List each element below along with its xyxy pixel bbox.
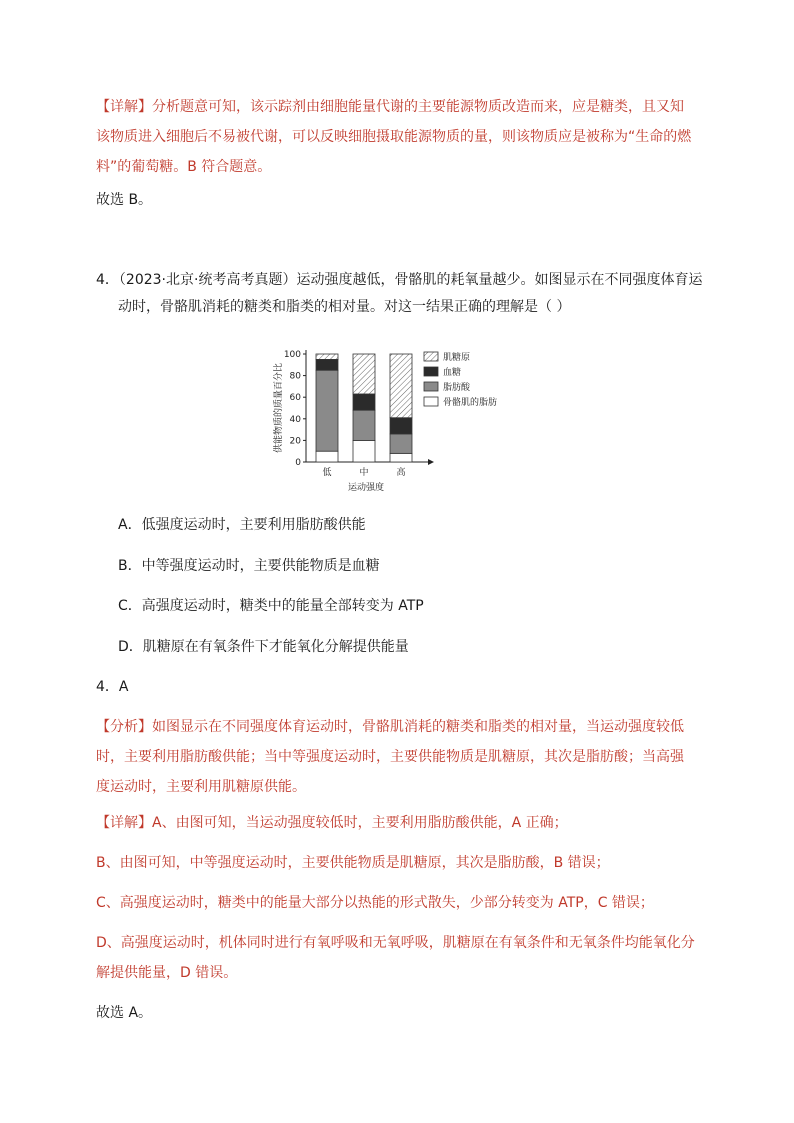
legend-label: 血糖: [443, 368, 462, 378]
detail-tag: 【详解】: [96, 99, 152, 115]
option-d: D．肌糖原在有氧条件下才能氧化分解提供能量: [118, 639, 409, 655]
choose-a: 故选 A。: [96, 1005, 153, 1021]
detail-paragraph: [96, 92, 696, 182]
bar-segment: [390, 354, 412, 418]
bar-segment: [316, 451, 338, 462]
detail-line-d: D、高强度运动时，机体同时进行有氧呼吸和无氧呼吸，肌糖原在有氧条件和无氧条件均能氧化分解提供能量，D 错误。: [96, 935, 695, 981]
detail-a-text: A、由图可知，当运动强度较低时，主要利用脂肪酸供能，A 正确；: [152, 815, 568, 831]
analysis-tag: 【分析】: [96, 719, 152, 735]
detail-tag-2: 【详解】: [96, 815, 152, 831]
bar-segment: [316, 370, 338, 451]
x-axis-label: 运动强度: [347, 483, 385, 493]
x-tick-label: 高: [396, 468, 406, 478]
bar-segment: [353, 394, 375, 410]
y-tick-label: 40: [289, 414, 301, 425]
y-tick-label: 80: [289, 371, 301, 382]
bar-segment: [390, 453, 412, 462]
detail-text: 分析题意可知，该示踪剂由细胞能量代谢的主要能源物质改造而来，应是糖类，且又知该物质进入细胞后不易被代谢，可以反映细胞摄取能源物质的量，则该物质应是被称为“生命的燃料”的葡萄糖。B 符合题意。: [96, 99, 692, 175]
x-axis-arrow: [428, 459, 434, 465]
bar-segment: [390, 418, 412, 434]
bar-segment: [316, 359, 338, 370]
question-stem-1: 运动强度越低，骨骼肌的耗氧量越少。如图显示在不同强度体育运: [296, 272, 703, 288]
question-stem-2: 动时，骨骼肌消耗的糖类和脂类的相对量。对这一结果正确的理解是（ ）: [118, 299, 571, 315]
energy-source-chart: [268, 342, 528, 494]
question-number: 4．: [96, 272, 119, 288]
option-b: B．中等强度运动时，主要供能物质是血糖: [118, 558, 380, 574]
bar-segment: [353, 410, 375, 440]
answer-4: 4．A: [96, 679, 129, 695]
legend-label: 肌糖原: [443, 353, 471, 363]
option-a: A．低强度运动时，主要利用脂肪酸供能: [118, 517, 366, 533]
question-source: （2023·北京·统考高考真题）: [118, 272, 297, 288]
y-tick-label: 20: [289, 436, 301, 447]
y-axis-label: 供能物质的质量百分比: [274, 362, 284, 454]
legend-label: 骨骼肌的脂肪: [443, 398, 498, 408]
choose-b: 故选 B。: [96, 192, 153, 208]
analysis-text: 如图显示在不同强度体育运动时，骨骼肌消耗的糖类和脂类的相对量，当运动强度较低时，主要利用脂肪酸供能；当中等强度运动时，主要供能物质是肌糖原，其次是脂肪酸；当高强度运动时，主要利用肌糖原供能。: [96, 719, 684, 795]
option-c: C．高强度运动时，糖类中的能量全部转变为 ATP: [118, 598, 424, 614]
y-tick-label: 60: [289, 393, 301, 404]
detail-line-b: B、由图可知，中等强度运动时，主要供能物质是肌糖原，其次是脂肪酸，B 错误；: [96, 855, 610, 871]
legend-swatch: [424, 367, 438, 376]
legend-swatch: [424, 352, 438, 361]
legend-swatch: [424, 382, 438, 391]
x-tick-label: 低: [322, 468, 332, 478]
legend-label: 脂肪酸: [443, 383, 471, 393]
bar-segment: [353, 440, 375, 462]
detail-line-a: [96, 813, 568, 833]
x-tick-label: 中: [359, 468, 369, 478]
bar-segment: [353, 354, 375, 394]
y-tick-label: 0: [295, 458, 301, 468]
question-line-1: [96, 270, 702, 290]
analysis-paragraph: [96, 712, 696, 802]
legend-swatch: [424, 397, 438, 406]
detail-line-c: C、高强度运动时，糖类中的能量大部分以热能的形式散失，少部分转变为 ATP，C 错误；: [96, 895, 654, 911]
bar-segment: [390, 434, 412, 453]
y-tick-label: 100: [283, 350, 301, 360]
bar-segment: [316, 354, 338, 359]
